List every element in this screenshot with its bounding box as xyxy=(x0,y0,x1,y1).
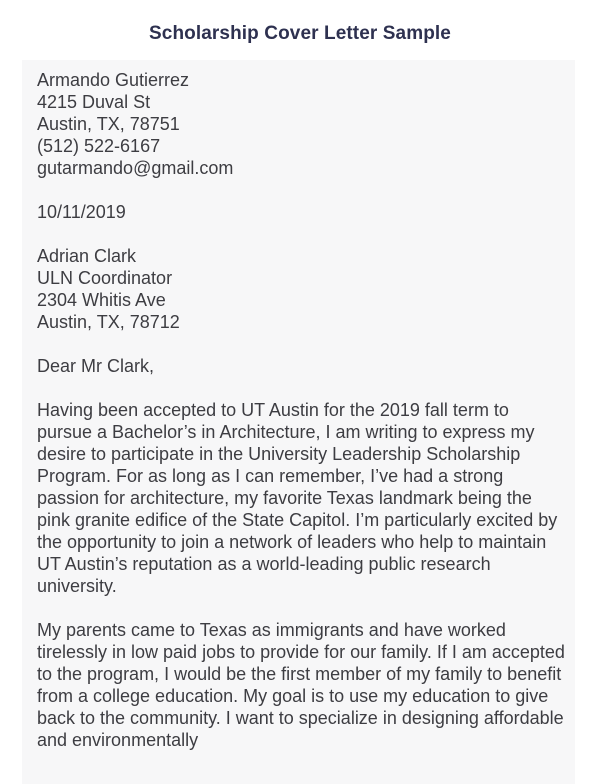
spacer-after-recipient xyxy=(37,333,567,355)
body-paragraph-2: My parents came to Texas as immigrants and have worked tirelessly in low paid jobs to provide for our family. If I am accepted to the program, I would be the first member of my family to benefit from a college education. My goal is to use my education to give back to the community. I want to specialize in designing affordable and environmentally xyxy=(37,620,565,750)
salutation-block xyxy=(37,355,567,377)
letter-date: 10/11/2019 xyxy=(37,202,126,222)
recipient-name: Adrian Clark xyxy=(37,246,137,266)
sender-phone: (512) 522-6167 xyxy=(37,136,161,156)
salutation: Dear Mr Clark, xyxy=(37,356,155,376)
sender-name: Armando Gutierrez xyxy=(37,70,190,90)
sender-address-block xyxy=(37,69,567,179)
recipient-address-block xyxy=(37,245,567,333)
spacer-after-date xyxy=(37,223,567,245)
recipient-street: 2304 Whitis Ave xyxy=(37,290,166,310)
sender-street: 4215 Duval St xyxy=(37,92,151,112)
recipient-job-title: ULN Coordinator xyxy=(37,268,173,288)
sender-city-state-zip: Austin, TX, 78751 xyxy=(37,114,180,134)
body-paragraph-1: Having been accepted to UT Austin for the 2019 fall term to pursue a Bachelor’s in Architecture, I am writing to express my desire to participate in the University Leadership Scholarship Program. For as long as I can remember, I’ve had a strong passion for architecture, my favorite Texas landmark being the pink granite edifice of the State Capitol. I’m particularly excited by the opportunity to join a network of leaders who help to maintain UT Austin’s reputation as a world-leading public research university. xyxy=(37,400,558,596)
spacer-after-sender xyxy=(37,179,567,201)
spacer-after-salutation xyxy=(37,377,567,399)
date-block xyxy=(37,201,567,223)
recipient-city-state-zip: Austin, TX, 78712 xyxy=(37,312,180,332)
page-title: Scholarship Cover Letter Sample xyxy=(149,23,451,44)
sender-email: gutarmando@gmail.com xyxy=(37,158,234,178)
letter-body xyxy=(37,69,567,751)
spacer-between-paragraphs xyxy=(37,597,567,619)
